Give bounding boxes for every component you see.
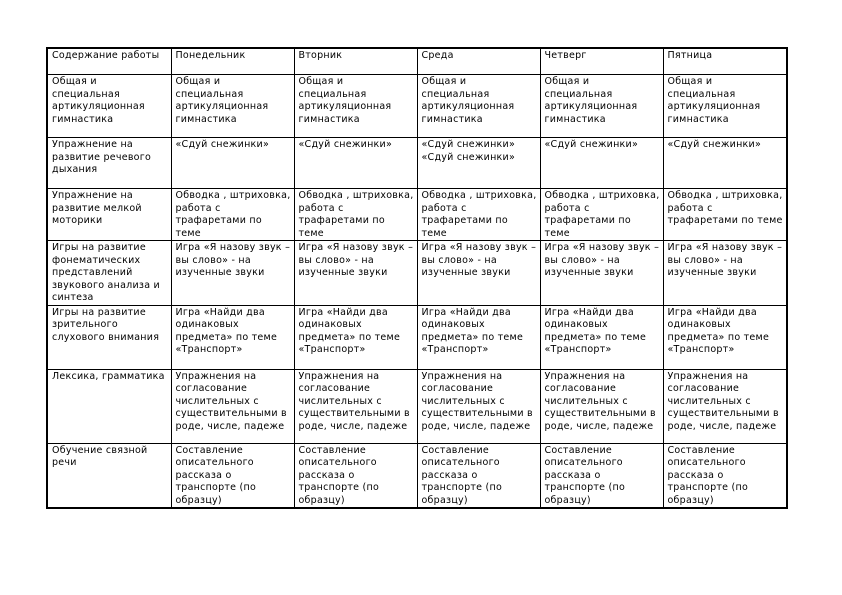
- table-cell: Составление описательного рассказа о транспорте (по образцу): [294, 443, 417, 508]
- column-header-monday: Понедельник: [171, 48, 294, 75]
- table-cell: Общая и специальная артикуляционная гимнастика: [294, 75, 417, 138]
- table-cell: «Сдуй снежинки»: [171, 138, 294, 189]
- table-cell: Игра «Я назову звук – вы слово» - на изученные звуки: [294, 241, 417, 306]
- header-row: [47, 48, 787, 75]
- table-row: [47, 189, 787, 241]
- table-cell: Игра «Я назову звук – вы слово» - на изученные звуки: [171, 241, 294, 306]
- column-header-wednesday: Среда: [417, 48, 540, 75]
- row-title: Общая и специальная артикуляционная гимнастика: [47, 75, 171, 138]
- table-cell: Упражнения на согласование числительных с существительными в роде, числе, падеже: [417, 369, 540, 443]
- table-cell: Составление описательного рассказа о транспорте (по образцу): [540, 443, 663, 508]
- table-row: [47, 305, 787, 369]
- table-row: [47, 75, 787, 138]
- table-cell: Упражнения на согласование числительных с существительными в роде, числе, падеже: [663, 369, 787, 443]
- table-cell: Составление описательного рассказа о транспорте (по образцу): [171, 443, 294, 508]
- column-header-thursday: Четверг: [540, 48, 663, 75]
- table-cell: Игра «Найди два одинаковых предмета» по теме «Транспорт»: [417, 305, 540, 369]
- table-cell: «Сдуй снежинки»: [663, 138, 787, 189]
- table-cell: Общая и специальная артикуляционная гимнастика: [540, 75, 663, 138]
- table-cell: Общая и специальная артикуляционная гимнастика: [417, 75, 540, 138]
- table-cell: Общая и специальная артикуляционная гимнастика: [171, 75, 294, 138]
- table-cell: Составление описательного рассказа о транспорте (по образцу): [417, 443, 540, 508]
- table-cell: Обводка , штриховка, работа с трафаретами по теме: [417, 189, 540, 241]
- column-header-friday: Пятница: [663, 48, 787, 75]
- table-cell: Игра «Я назову звук – вы слово» - на изученные звуки: [540, 241, 663, 306]
- table-cell: Упражнения на согласование числительных с существительными в роде, числе, падеже: [540, 369, 663, 443]
- row-title: Лексика, грамматика: [47, 369, 171, 443]
- column-header-tuesday: Вторник: [294, 48, 417, 75]
- table-cell: Составление описательного рассказа о транспорте (по образцу): [663, 443, 787, 508]
- table-cell: Игра «Я назову звук – вы слово» - на изученные звуки: [417, 241, 540, 306]
- table-cell: Игра «Найди два одинаковых предмета» по теме «Транспорт»: [171, 305, 294, 369]
- table-row: [47, 241, 787, 306]
- table-cell: Обводка , штриховка, работа с трафаретами по теме: [663, 189, 787, 241]
- table-cell: Упражнения на согласование числительных с существительными в роде, числе, падеже: [171, 369, 294, 443]
- column-header-content: Содержание работы: [47, 48, 171, 75]
- table-cell: Упражнения на согласование числительных с существительными в роде, числе, падеже: [294, 369, 417, 443]
- table-row: [47, 443, 787, 508]
- table-cell: Игра «Найди два одинаковых предмета» по теме «Транспорт»: [663, 305, 787, 369]
- table-cell: Обводка , штриховка, работа с трафаретами по теме: [171, 189, 294, 241]
- table-cell: Обводка , штриховка, работа с трафаретами по теме: [540, 189, 663, 241]
- table-cell: Игра «Я назову звук – вы слово» - на изученные звуки: [663, 241, 787, 306]
- row-title: Обучение связной речи: [47, 443, 171, 508]
- table-cell: «Сдуй снежинки»: [540, 138, 663, 189]
- table-cell: Игра «Найди два одинаковых предмета» по теме «Транспорт»: [540, 305, 663, 369]
- row-title: Упражнение на развитие речевого дыхания: [47, 138, 171, 189]
- table-cell: «Сдуй снежинки»: [294, 138, 417, 189]
- weekly-plan-table: [46, 47, 788, 509]
- table-cell: Обводка , штриховка, работа с трафаретами по теме: [294, 189, 417, 241]
- table-row: [47, 138, 787, 189]
- row-title: Игры на развитие фонематических представлений звукового анализа и синтеза: [47, 241, 171, 306]
- table-cell: «Сдуй снежинки» «Сдуй снежинки»: [417, 138, 540, 189]
- table-cell: Общая и специальная артикуляционная гимнастика: [663, 75, 787, 138]
- row-title: Упражнение на развитие мелкой моторики: [47, 189, 171, 241]
- table-row: [47, 369, 787, 443]
- row-title: Игры на развитие зрительного слухового внимания: [47, 305, 171, 369]
- table-cell: Игра «Найди два одинаковых предмета» по теме «Транспорт»: [294, 305, 417, 369]
